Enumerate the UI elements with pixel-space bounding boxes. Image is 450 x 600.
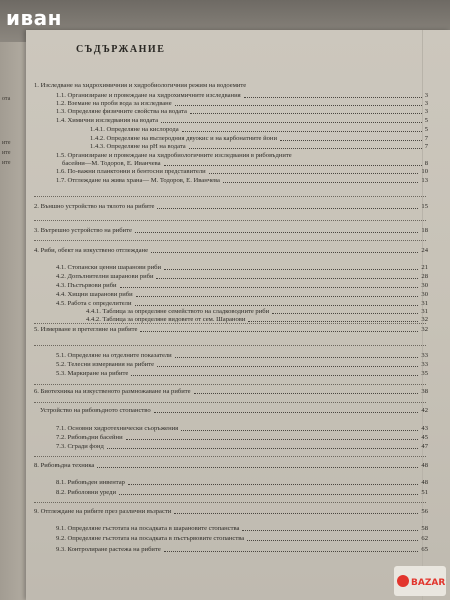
toc-entry-label: 9.3. Контролиране растежа на рибите: [56, 546, 161, 553]
toc-leader-dots: [280, 140, 422, 141]
toc-entry: [90, 143, 428, 150]
toc-entry: [56, 117, 428, 124]
toc-entry: [56, 177, 428, 184]
toc-entry: [34, 326, 428, 333]
toc-entry-label: 5.1. Определяне на отделните показатели: [56, 352, 172, 359]
toc-entry-label: 4.4.1. Таблица за определяне семейството на сладководните риби: [86, 308, 270, 315]
section-divider: [34, 384, 426, 385]
toc-entry: [56, 108, 428, 115]
toc-page-number: 47: [421, 443, 428, 450]
toc-leader-dots: [175, 357, 419, 358]
toc-page-number: 32: [421, 326, 428, 333]
toc-page-number: 48: [421, 462, 428, 469]
margin-fragment: ите: [2, 140, 11, 146]
toc-entry: [34, 203, 428, 210]
section-divider: [34, 220, 426, 221]
toc-entry-label: 9.2. Определяне гъстотата на посадката в пъстървовите стопанства: [56, 535, 245, 542]
section-divider: [34, 502, 426, 503]
margin-fragment: ота: [2, 96, 11, 102]
toc-entry-label: 2. Външно устройство на тялото на рибите: [34, 203, 155, 210]
toc-leader-dots: [174, 513, 418, 514]
toc-page-number: 62: [421, 535, 428, 542]
toc-page-number: 7: [424, 135, 428, 142]
toc-entry-label: 6. Биотехника на изкуственото размножаване на рибите: [34, 388, 191, 395]
toc-page-number: 28: [421, 273, 428, 280]
toc-entry-label: 8. Рибовъдна техника: [34, 462, 95, 469]
toc-leader-dots: [164, 269, 418, 270]
toc-page-number: 38: [421, 388, 428, 395]
toc-entry: [56, 434, 428, 441]
toc-page-number: 10: [421, 168, 428, 175]
toc-entry: [34, 388, 428, 395]
toc-page-number: 24: [421, 247, 428, 254]
toc-leader-dots: [272, 313, 418, 314]
toc-page-number: 30: [421, 282, 428, 289]
toc-leader-dots: [136, 296, 419, 297]
toc-entry: [34, 247, 428, 254]
section-divider: [34, 323, 426, 324]
toc-page-number: 43: [421, 425, 428, 432]
toc-entry: [56, 100, 428, 107]
toc-leader-dots: [182, 131, 422, 132]
toc-page-number: 35: [421, 370, 428, 377]
toc-page-number: 31: [421, 308, 428, 315]
toc-entry: [56, 425, 428, 432]
section-divider: [34, 456, 426, 457]
toc-leader-dots: [164, 165, 422, 166]
toc-leader-dots: [175, 105, 422, 106]
toc-entry-label: 4.2. Допълнителни шаранови риби: [56, 273, 154, 280]
toc-leader-dots: [247, 540, 418, 541]
section-divider: [34, 345, 426, 346]
toc-entry-label: 3. Вътрешно устройство на рибите: [34, 227, 132, 234]
toc-entry-label: 1.1. Организиране и провеждане на хидрохимичните изследвания: [56, 92, 241, 99]
toc-entry: [56, 291, 428, 298]
toc-leader-dots: [181, 430, 418, 431]
toc-entry: [56, 352, 428, 359]
toc-page-number: 56: [421, 508, 428, 515]
toc-entry: [40, 407, 428, 414]
toc-entry-label: 4.5. Работа с определители: [56, 300, 132, 307]
margin-fragment: ите: [2, 160, 11, 166]
margin-fragment: ите: [2, 150, 11, 156]
toc-entry: [34, 462, 428, 469]
toc-entry-label: 4.4. Хищни шаранови риби: [56, 291, 133, 298]
toc-leader-dots: [161, 122, 422, 123]
toc-page-number: 58: [421, 525, 428, 532]
toc-entry-label: 7.1. Основни хидротехнически съоръжения: [56, 425, 179, 432]
toc-leader-dots: [209, 173, 419, 174]
toc-entry-label: 4.1. Стопански ценни шаранови риби: [56, 264, 161, 271]
toc-page-number: 33: [421, 352, 428, 359]
toc-entry: [90, 126, 428, 133]
toc-entry: [56, 264, 428, 271]
toc-leader-dots: [120, 287, 419, 288]
bazar-logo: [394, 566, 446, 596]
toc-entry: [56, 361, 428, 368]
toc-entry-label: 5.3. Маркиране на рибите: [56, 370, 129, 377]
toc-entry-label: 4. Риби, обект на изкуствено отглеждане: [34, 247, 149, 254]
toc-leader-dots: [140, 331, 418, 332]
toc-leader-dots: [242, 530, 418, 531]
toc-entry-label: 1.2. Вземане на проби вода за изследване: [56, 100, 172, 107]
toc-leader-dots: [157, 366, 418, 367]
toc-entry-label: 5. Измерване и претегляне на рибите: [34, 326, 138, 333]
toc-entry: [86, 316, 428, 323]
toc-entry-label: 9. Отглеждане на рибите през различни възрасти: [34, 508, 172, 515]
toc-page-number: 5: [424, 117, 428, 124]
toc-page-number: 13: [421, 177, 428, 184]
toc-page-number: 48: [421, 479, 428, 486]
toc-entry: [56, 443, 428, 450]
toc-entry-label: 4.4.2. Таблица за определяне видовете от сем. Шаранови: [86, 316, 246, 323]
toc-entry-label: 8.2. Риболовни уреди: [56, 489, 117, 496]
toc-page-number: 32: [421, 316, 428, 323]
section-divider: [34, 196, 426, 197]
toc-entry: [90, 135, 428, 142]
toc-entry: [56, 479, 428, 486]
toc-leader-dots: [190, 113, 422, 114]
toc-page-number: 3: [424, 100, 428, 107]
toc-entry: [56, 525, 428, 532]
toc-entry-label: 1.6. По-важни планктонни и бентосни представители: [56, 168, 206, 175]
toc-entry-label: 1.3. Определяне физичните свойства на водата: [56, 108, 187, 115]
toc-entry-label: 5.2. Телесни измервания на рибите: [56, 361, 155, 368]
toc-page-number: 21: [421, 264, 428, 271]
toc-entry-label: 4.3. Пъстървови риби: [56, 282, 117, 289]
toc-entry: [56, 546, 428, 553]
toc-leader-dots: [164, 551, 419, 552]
toc-entry-label: 1.7. Отглеждане на жива храна— М. Тодоров, Е. Иванчева: [56, 177, 220, 184]
toc-leader-dots: [135, 232, 419, 233]
toc-page-number: 5: [424, 126, 428, 133]
toc-entry: [56, 370, 428, 377]
toc-leader-dots: [244, 97, 422, 98]
toc-entry-label: басейни—М. Тодоров, Е. Иванчева: [62, 160, 161, 167]
toc-leader-dots: [128, 484, 418, 485]
toc-entry-label: 9.1. Определяне гъстотата на посадката в шарановите стопанства: [56, 525, 240, 532]
toc-entry-label: 7.3. Сгради фонд: [56, 443, 104, 450]
toc-page-number: 3: [424, 108, 428, 115]
toc-entry-label: Устройство на рибовъдното стопанство: [40, 407, 151, 414]
toc-entry: [56, 535, 428, 542]
toc-leader-dots: [131, 375, 418, 376]
toc-leader-dots: [97, 467, 418, 468]
toc-page-number: 65: [421, 546, 428, 553]
toc-leader-dots: [194, 393, 419, 394]
toc-page-number: 15: [421, 203, 428, 210]
toc-page-number: 33: [421, 361, 428, 368]
toc-entry-label: 1.5. Организиране и провеждане на хидробиологичните изследвания в рибовъдните: [56, 152, 292, 159]
toc-page-number: 3: [424, 92, 428, 99]
toc-page-number: 31: [421, 300, 428, 307]
toc-entry: [56, 92, 428, 99]
toc-leader-dots: [157, 208, 418, 209]
toc-entry: [62, 160, 428, 167]
toc-entry-label: 1.4.2. Определяне на въглеродния двуокис и на карбонатните йони: [90, 135, 277, 142]
toc-leader-dots: [154, 412, 419, 413]
toc-entry: [56, 489, 428, 496]
toc-entry: [56, 300, 428, 307]
toc-entry: [34, 82, 246, 89]
section-divider: [34, 402, 426, 403]
toc-page-number: 45: [421, 434, 428, 441]
toc-entry: [56, 168, 428, 175]
toc-leader-dots: [189, 148, 422, 149]
toc-page-number: 51: [421, 489, 428, 496]
toc-entry: [34, 508, 428, 515]
toc-leader-dots: [151, 252, 418, 253]
toc-leader-dots: [126, 439, 419, 440]
toc-leader-dots: [248, 321, 418, 322]
toc-entry: [56, 282, 428, 289]
toc-page-number: 18: [421, 227, 428, 234]
toc-entry-label: 8.1. Рибовъден инвентар: [56, 479, 125, 486]
toc-leader-dots: [119, 494, 418, 495]
toc-page-number: 42: [421, 407, 428, 414]
logo-text: BAZAR: [411, 578, 446, 588]
toc-entry-label: 1.4. Химични изследвания на водата: [56, 117, 159, 124]
toc-leader-dots: [107, 448, 419, 449]
toc-leader-dots: [135, 305, 419, 306]
toc-entry-label: 7.2. Рибовъдни басейни: [56, 434, 123, 441]
toc-leader-dots: [223, 182, 418, 183]
watermark: иван: [6, 6, 62, 30]
toc-entry: [56, 152, 292, 159]
toc-page-number: 30: [421, 291, 428, 298]
section-divider: [34, 240, 426, 241]
toc-page-number: 7: [424, 143, 428, 150]
toc-entry: [34, 227, 428, 234]
toc-entry-label: 1.4.1. Определяне на кислорода: [90, 126, 179, 133]
toc-title: СЪДЪРЖАНИЕ: [76, 44, 166, 55]
toc-page-number: 8: [424, 160, 428, 167]
toc-entry-label: 1. Изследване на хидрохимичния и хидробиологичния режим на водоемите: [34, 82, 247, 89]
toc-entry-label: 1.4.3. Определяне на рН на водата: [90, 143, 186, 150]
toc-entry: [56, 273, 428, 280]
toc-entry: [86, 308, 428, 315]
toc-leader-dots: [156, 278, 418, 279]
